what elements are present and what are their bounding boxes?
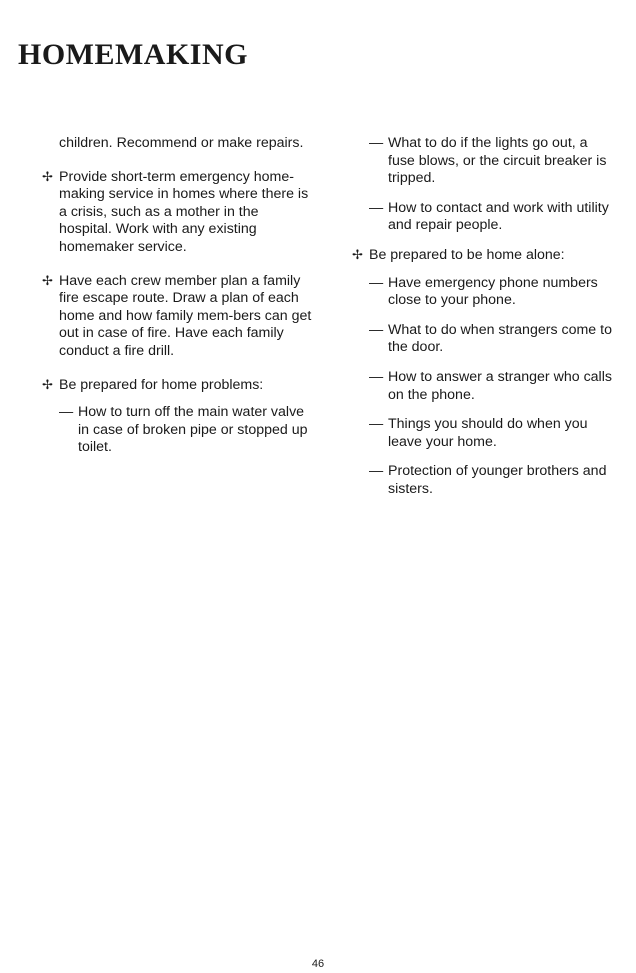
sub-list-item-text: Protection of younger brothers and sisters. xyxy=(388,463,607,497)
sub-list-item-text: What to do if the lights go out, a fuse blows, or the circuit breaker is tripped. xyxy=(388,135,607,187)
page-title: HOMEMAKING xyxy=(18,38,248,71)
dash-icon: — xyxy=(369,135,384,151)
sub-list-item xyxy=(369,275,614,310)
list-item xyxy=(352,247,614,265)
list-item xyxy=(42,377,312,395)
dash-icon: — xyxy=(59,404,74,421)
sub-list-item xyxy=(369,200,614,235)
right-column xyxy=(352,135,614,511)
bullet-icon: ✢ xyxy=(42,273,53,289)
sub-list-item xyxy=(369,135,614,188)
sub-list-item xyxy=(369,369,614,404)
sub-list-item xyxy=(369,416,614,451)
sub-list-item-text: How to contact and work with utility and repair people. xyxy=(388,199,609,234)
list-item xyxy=(42,273,312,361)
dash-icon: — xyxy=(369,274,384,291)
sub-list-item-text: How to turn off the main water valve in case of broken pipe or stopped up toilet. xyxy=(78,404,308,456)
dash-icon: — xyxy=(369,416,384,433)
left-column xyxy=(42,135,312,469)
list-item xyxy=(42,169,312,257)
sub-list-item-text: Things you should do when you leave your home. xyxy=(388,416,588,450)
sub-list-item xyxy=(369,463,614,498)
dash-icon: — xyxy=(369,199,384,216)
sub-list-item-text: What to do when strangers come to the door. xyxy=(388,321,612,356)
dash-icon: — xyxy=(369,463,384,480)
bullet-icon: ✢ xyxy=(42,169,53,185)
list-item-text: Provide short-term emergency home-making service in homes where there is a crisis, such as a mother in the hospital. Work with any existing homemaker service. xyxy=(59,168,309,255)
dash-icon: — xyxy=(369,321,384,338)
continuation-text: children. Recommend or make repairs. xyxy=(59,135,304,151)
list-item-text: Be prepared for home problems: xyxy=(59,376,264,393)
sub-list-item-text: Have emergency phone numbers close to your phone. xyxy=(388,274,598,309)
list-item-text: Have each crew member plan a family fire escape route. Draw a plan of each home and how family mem-bers can get out in case of fire. Have each family conduct a fire drill. xyxy=(59,272,312,359)
sub-list-item-text: How to answer a stranger who calls on the phone. xyxy=(388,368,612,403)
list-item-text: Be prepared to be home alone: xyxy=(369,246,565,263)
dash-icon: — xyxy=(369,368,384,385)
sub-list-item xyxy=(59,404,312,457)
page-number: 46 xyxy=(311,958,325,970)
bullet-icon: ✢ xyxy=(352,247,363,263)
sub-list-item xyxy=(369,322,614,357)
bullet-icon: ✢ xyxy=(42,377,53,393)
